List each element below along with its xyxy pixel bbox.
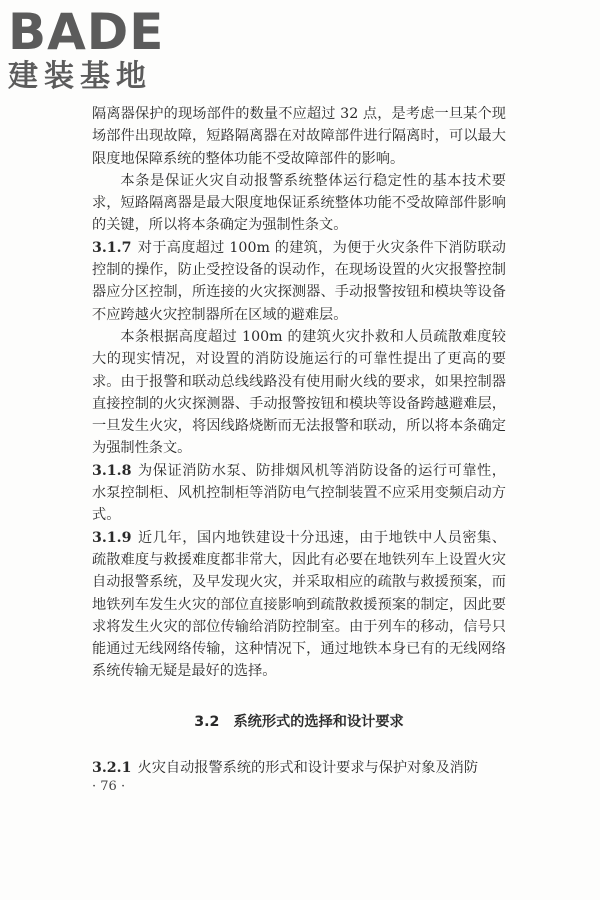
bade-logo <box>8 3 178 96</box>
clause-3-1-9: 3.1.9 近几年，国内地铁建设十分迅速，由于地铁中人员密集、疏散难度与救援难度都非常大，因此有必要在地铁列车上设置火灾自动报警系统，及早发现火灾，并采取相应的疏散与救援预案，而地铁列车发生火灾的部位直接影响到疏散救援预案的制定，因此要求将发生火灾的部位传输给消防控制室。由于列车的移动，信号只能通过无线网络传输，这种情况下，通过地铁本身已有的无线网络系统传输无疑是最好的选择。 <box>92 529 506 680</box>
clause-3-2-1: 3.2.1 火灾自动报警系统的形式和设计要求与保护对象及消防 <box>92 760 479 776</box>
clause-number: 3.2.1 <box>92 760 132 776</box>
paragraph-explanation: 本条是保证火灾自动报警系统整体运行稳定性的基本技术要求，短路隔离器是最大限度地保证系统整体功能不受故障部件影响的关键，所以将本条确定为强制性条文。 <box>92 172 506 234</box>
page-number: · 76 · <box>92 779 126 794</box>
section-heading <box>92 711 506 731</box>
clause-3-1-7: 3.1.7 对于高度超过 100m 的建筑，为便于火灾条件下消防联动控制的操作，防止受控设备的误动作，在现场设置的火灾报警控制器应分区控制，所连接的火灾探测器、手动报警按钮和模块等设备不应跨越火灾控制器所在区域的避难层。 <box>92 239 506 323</box>
section-title: 系统形式的选择和设计要求 <box>233 714 404 730</box>
logo-subtitle: 建装基地 <box>8 59 152 94</box>
clause-number: 3.1.9 <box>92 529 132 546</box>
logo-wordmark: BADE <box>8 3 165 61</box>
paragraph-explanation: 本条根据高度超过 100m 的建筑火灾扑救和人员疏散难度较大的现实情况，对设置的消防设施运行的可靠性提出了更高的要求。由于报警和联动总线线路没有使用耐火线的要求，如果控制器直接控制的火灾探测器、手动报警按钮和模块等设备跨越避难层，一旦发生火灾，将因线路烧断而无法报警和联动，所以将本条确定为强制性条文。 <box>92 328 506 457</box>
paragraph-continued: 隔离器保护的现场部件的数量不应超过 32 点，是考虑一旦某个现场部件出现故障，短路隔离器在对故障部件进行隔离时，可以最大限度地保障系统的整体功能不受故障部件的影响。 <box>92 106 506 167</box>
clause-number: 3.1.8 <box>92 462 132 479</box>
section-number: 3.2 <box>194 714 220 730</box>
clause-number: 3.1.7 <box>92 239 132 256</box>
clause-3-1-8: 3.1.8 为保证消防水泵、防排烟风机等消防设备的运行可靠性，水泵控制柜、风机控制柜等消防电气控制装置不应采用变频启动方式。 <box>92 462 506 524</box>
body-text <box>92 103 506 683</box>
